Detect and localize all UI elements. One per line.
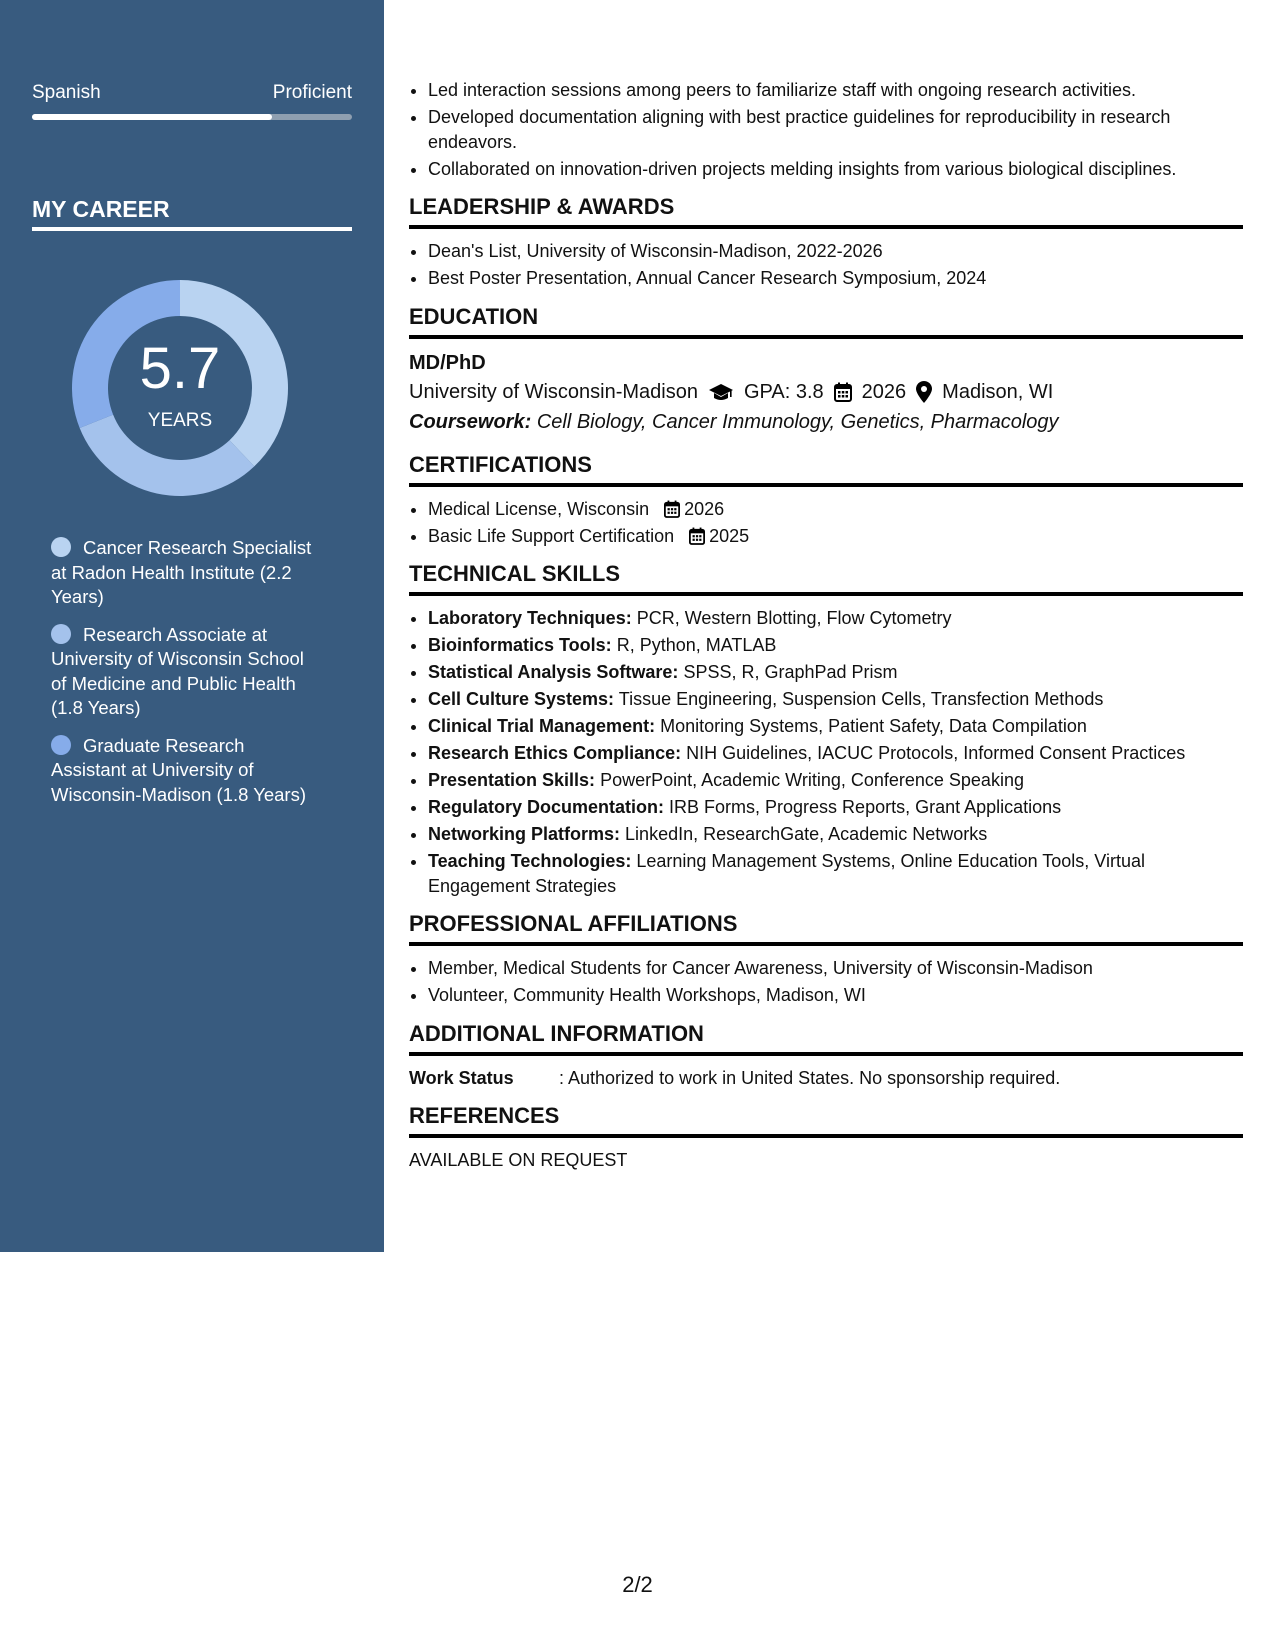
skill-label: Clinical Trial Management: [428, 716, 656, 736]
sidebar [0, 0, 384, 1252]
affiliation-item: • Member, Medical Students for Cancer Awareness, University of Wisconsin-Madison [428, 956, 1243, 981]
section-divider [409, 335, 1243, 339]
work-status-row [409, 1066, 1243, 1091]
skill-label: Presentation Skills: [428, 770, 596, 790]
skill-label: Bioinformatics Tools: [428, 635, 612, 655]
skill-value: SPSS, R, GraphPad Prism [683, 662, 898, 682]
language-level: Proficient [272, 82, 352, 103]
language-name: Spanish [32, 82, 101, 103]
career-legend-dot [51, 624, 71, 644]
affiliation-item: • Volunteer, Community Health Workshops, Madison, WI [428, 983, 1243, 1008]
skill-value: LinkedIn, ResearchGate, Academic Networks [625, 824, 988, 844]
skill-value: PCR, Western Blotting, Flow Cytometry [636, 608, 952, 628]
calendar-icon [664, 500, 680, 518]
section-divider [409, 1134, 1243, 1138]
career-item [51, 536, 321, 610]
career-list [51, 536, 321, 820]
section-title-affiliations: PROFESSIONAL AFFILIATIONS [409, 911, 738, 936]
affiliations-list [428, 956, 1243, 1008]
page-number: 2/2 [622, 1572, 653, 1597]
skill-item [428, 849, 1243, 898]
certification-year: 2026 [684, 498, 725, 519]
skill-item [428, 768, 1243, 793]
career-item-label: Research Associate at University of Wisconsin School of Medicine and Public Health (1.8 Years) [51, 623, 304, 718]
skill-item [428, 687, 1243, 712]
certification-date [689, 526, 749, 546]
career-legend-dot [51, 537, 71, 557]
certifications-list [428, 497, 1243, 549]
certification-item [428, 497, 1243, 522]
section-divider [409, 1052, 1243, 1056]
career-total-years: 5.7 [139, 336, 221, 401]
experience-bullets [428, 78, 1243, 181]
skill-item [428, 741, 1243, 766]
skill-value: Tissue Engineering, Suspension Cells, Transfection Methods [618, 689, 1104, 709]
calendar-icon [689, 527, 705, 545]
section-title-references: REFERENCES [409, 1103, 560, 1128]
skill-value: IRB Forms, Progress Reports, Grant Applications [669, 797, 1062, 817]
work-status-value: : Authorized to work in United States. No sponsorship required. [559, 1067, 1061, 1088]
career-years-label: YEARS [147, 410, 213, 431]
career-section-title: MY CAREER [32, 196, 170, 222]
coursework-label: Coursework: [409, 410, 532, 433]
language-proficiency-bar [32, 114, 352, 120]
certification-name: Basic Life Support Certification [428, 525, 675, 546]
experience-bullet: • Collaborated on innovation-driven projects melding insights from various biological disciplines. [428, 157, 1243, 182]
language-proficiency-fill [32, 114, 272, 120]
skills-list [428, 606, 1243, 898]
education-year: 2026 [861, 380, 907, 403]
education-degree: MD/PhD [409, 351, 486, 374]
certification-item [428, 524, 1243, 549]
graduation-cap-icon [708, 382, 734, 402]
skill-label: Statistical Analysis Software: [428, 662, 679, 682]
career-item [51, 623, 321, 721]
leadership-list [428, 239, 1243, 291]
skill-value: Learning Management Systems, Online Education Tools, Virtual Engagement Strategies [428, 851, 1145, 896]
experience-bullet: • Developed documentation aligning with best practice guidelines for reproducibility in research endeavors. [428, 105, 1243, 154]
career-item [51, 734, 321, 808]
education-school: University of Wisconsin-Madison [409, 380, 698, 403]
section-divider [409, 225, 1243, 229]
coursework-value: Cell Biology, Cancer Immunology, Genetics, Pharmacology [536, 410, 1059, 433]
certification-name: Medical License, Wisconsin [428, 498, 650, 519]
certification-date [664, 499, 724, 519]
career-item-label: Cancer Research Specialist at Radon Health Institute (2.2 Years) [51, 537, 312, 607]
work-status-label: Work Status [409, 1067, 514, 1088]
skill-label: Laboratory Techniques: [428, 608, 632, 628]
certification-year: 2025 [709, 525, 750, 546]
skill-label: Regulatory Documentation: [428, 797, 665, 817]
education-details [409, 377, 1243, 407]
career-legend-dot [51, 735, 71, 755]
skill-item [428, 795, 1243, 820]
skill-value: PowerPoint, Academic Writing, Conference Speaking [600, 770, 1024, 790]
map-pin-icon [916, 381, 932, 403]
section-divider [409, 592, 1243, 596]
skill-value: NIH Guidelines, IACUC Protocols, Informed Consent Practices [686, 743, 1186, 763]
career-item-label: Graduate Research Assistant at University of Wisconsin-Madison (1.8 Years) [51, 734, 306, 805]
skill-value: Monitoring Systems, Patient Safety, Data Compilation [660, 716, 1087, 736]
skill-item [428, 633, 1243, 658]
section-divider [409, 483, 1243, 487]
skill-label: Networking Platforms: [428, 824, 621, 844]
education-location: Madison, WI [942, 380, 1054, 403]
section-title-certifications: CERTIFICATIONS [409, 451, 592, 477]
skill-label: Research Ethics Compliance: [428, 743, 682, 763]
career-divider [32, 227, 352, 231]
skill-item [428, 822, 1243, 847]
leadership-item: • Dean's List, University of Wisconsin-Madison, 2022-2026 [428, 239, 1243, 264]
education-coursework [409, 407, 1243, 437]
section-title-education: EDUCATION [409, 303, 539, 329]
section-title-skills: TECHNICAL SKILLS [409, 561, 621, 586]
language-row [32, 82, 352, 104]
references-text: AVAILABLE ON REQUEST [409, 1150, 628, 1170]
education-gpa: GPA: 3.8 [743, 380, 824, 403]
skill-item [428, 606, 1243, 631]
section-divider [409, 942, 1243, 946]
leadership-item: • Best Poster Presentation, Annual Cancer Research Symposium, 2024 [428, 266, 1243, 291]
skill-value: R, Python, MATLAB [616, 635, 777, 655]
skill-item [428, 660, 1243, 685]
skill-label: Cell Culture Systems: [428, 689, 615, 709]
skill-label: Teaching Technologies: [428, 851, 632, 871]
calendar-icon [834, 382, 852, 402]
experience-bullet: • Led interaction sessions among peers to familiarize staff with ongoing research activities. [428, 78, 1243, 103]
main-content [409, 78, 1243, 1173]
skill-item [428, 714, 1243, 739]
section-title-additional: ADDITIONAL INFORMATION [409, 1020, 704, 1046]
section-title-leadership: LEADERSHIP & AWARDS [409, 194, 675, 219]
